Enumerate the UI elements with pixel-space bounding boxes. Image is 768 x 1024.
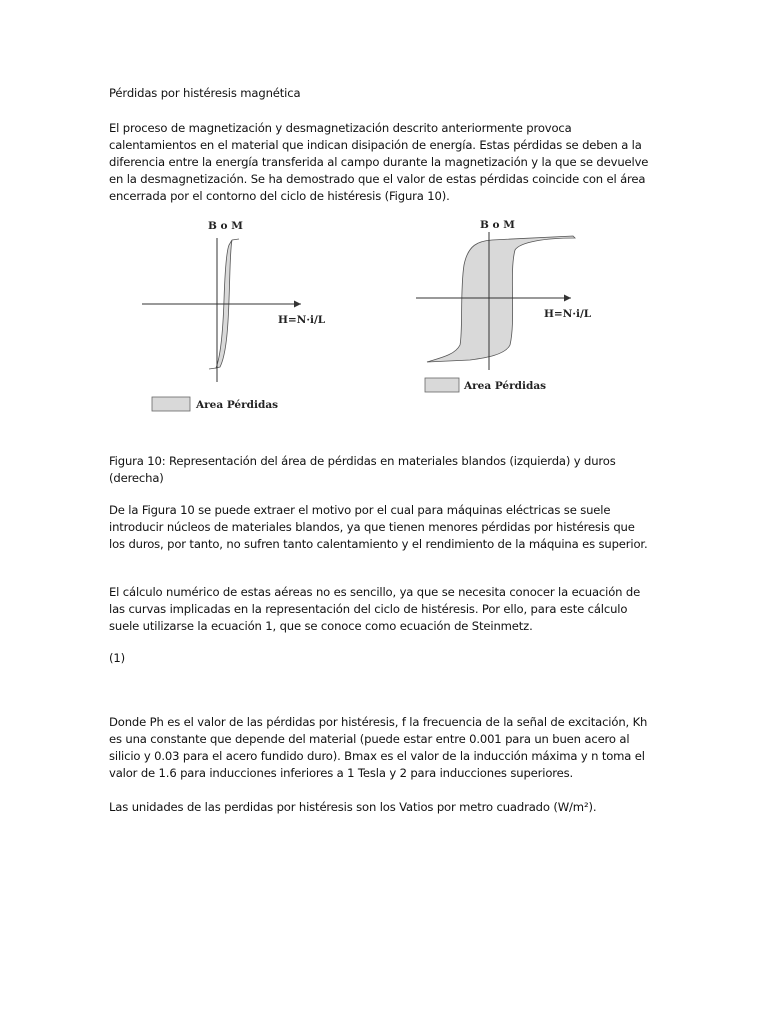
hard-legend-swatch bbox=[425, 378, 459, 392]
section-heading: Pérdidas por histéresis magnética bbox=[109, 86, 301, 100]
hard-legend-label: Area Pérdidas bbox=[464, 380, 547, 392]
figure-10 bbox=[0, 0, 768, 440]
paragraph-materials: De la Figura 10 se puede extraer el motivo por el cual para máquinas eléctricas se suele introducir núcleos de materiales blandos, ya que tienen menores pérdidas por histéresis que los duros, por tanto, no sufren tanto calentamiento y el rendimiento de la máquina es superior. bbox=[109, 503, 648, 551]
hard-x-axis-label: H=N·i/L bbox=[544, 308, 592, 320]
paragraph-calculation: El cálculo numérico de estas aéreas no es sencillo, ya que se necesita conocer la ecuación de las curvas implicadas en la representación del ciclo de histéresis. Por ello, para este cálculo suele utilizarse la ecuación 1, que se conoce como ecuación de Steinmetz. bbox=[109, 585, 641, 633]
hard-y-axis-label: B o M bbox=[480, 219, 515, 231]
soft-x-axis-label: H=N·i/L bbox=[278, 314, 326, 326]
soft-y-axis-label: B o M bbox=[208, 220, 243, 232]
soft-material-chart bbox=[142, 220, 326, 411]
paragraph-units: Las unidades de las perdidas por histéresis son los Vatios por metro cuadrado (W/m²). bbox=[109, 800, 597, 814]
paragraph-intro: El proceso de magnetización y desmagnetización descrito anteriormente provoca calentamientos en el material que indican disipación de energía. Estas pérdidas se deben a la diferencia entre la energía transferida al campo durante la magnetización y la que se devuelve en la desmagnetización. Se ha demostrado que el valor de estas pérdidas coincide con el área encerrada por el contorno del ciclo de histéresis (Figura 10). bbox=[109, 121, 649, 203]
figure-caption: Figura 10: Representación del área de pérdidas en materiales blandos (izquierda) y duros (derecha) bbox=[109, 454, 616, 485]
equation-label: (1) bbox=[109, 651, 125, 665]
hard-hysteresis-loop bbox=[427, 236, 575, 362]
hard-material-chart bbox=[416, 219, 592, 392]
soft-legend-label: Area Pérdidas bbox=[196, 399, 279, 411]
soft-legend-swatch bbox=[152, 397, 190, 411]
paragraph-definitions: Donde Ph es el valor de las pérdidas por histéresis, f la frecuencia de la señal de excitación, Kh es una constante que depende del material (puede estar entre 0.001 para un buen acero al silicio y 0.03 para el acero fundido duro). Bmax es el valor de la inducción máxima y n toma el valor de 1.6 para inducciones inferiores a 1 Tesla y 2 para inducciones superiores. bbox=[109, 715, 648, 780]
